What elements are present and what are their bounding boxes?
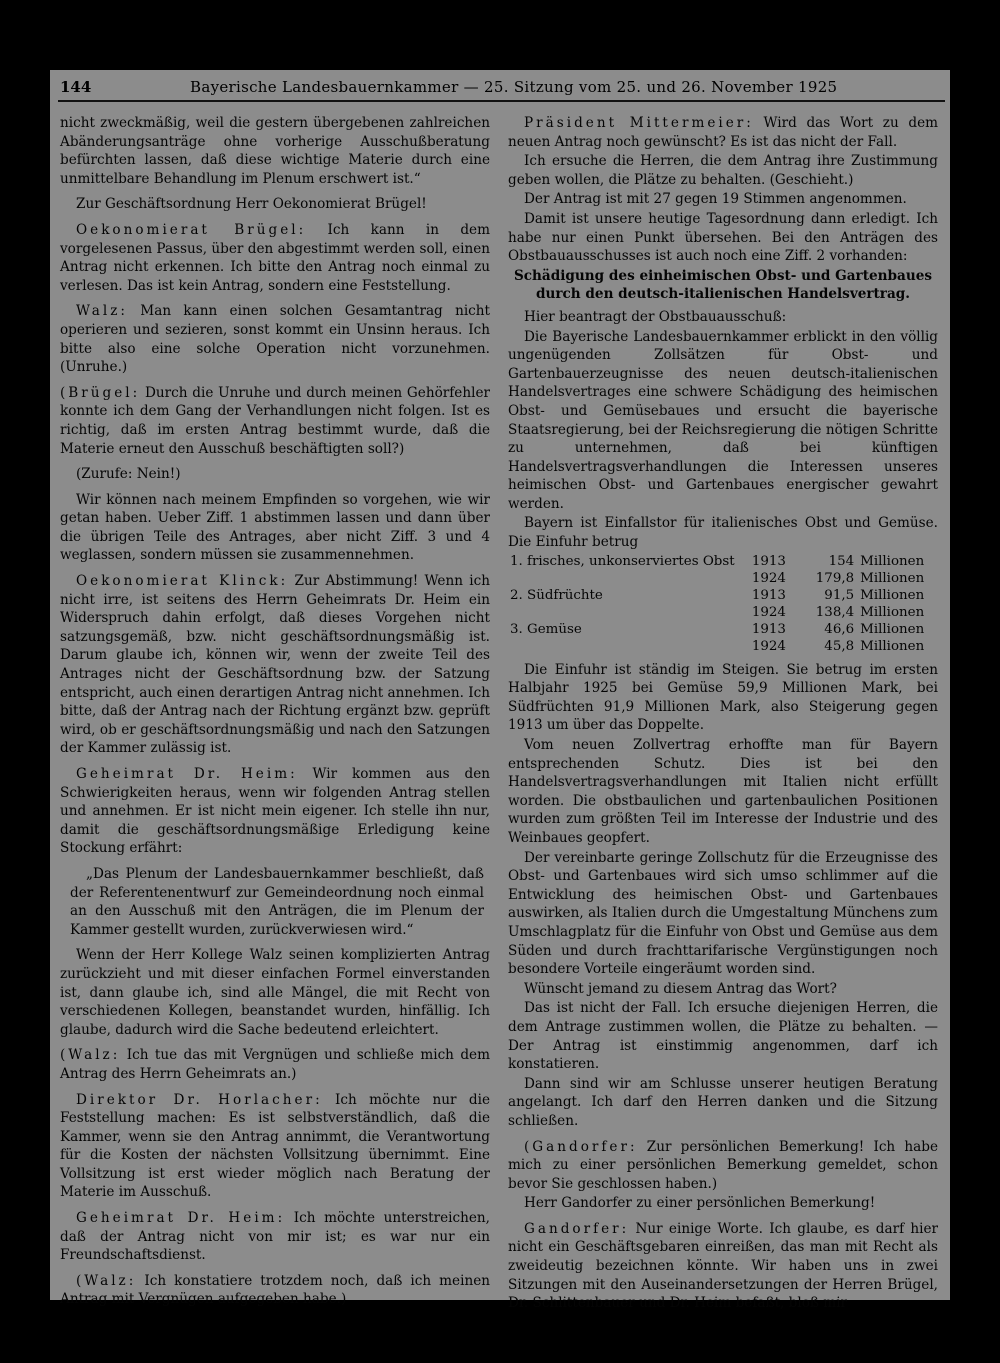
speaker-name: (Brügel: [60, 384, 141, 401]
paragraph-text: Vom neuen Zollvertrag erhoffte man für Bayern entsprechenden Schutz. Dies ist bei den Handelsvertragsverhandlungen mit Italien nicht erfüllt worden. Die obstbaulichen und gartenbaulichen Positionen wurden zum größten Teil im Interesse der Industrie und des Weinbaues geopfert. [508, 737, 938, 846]
speaker-name: Walz: [76, 303, 128, 320]
paragraph-text: Ich möchte nur die Feststellung machen: Es ist selbstverständlich, daß die Kammer, wenn sie den Antrag annimmt, die Verantwortung für die Kosten der nächsten Vollsitzung übernimmt. Eine Vollsitzung ist erst wieder möglich nach Beratung der Materie im Ausschuß. [60, 1091, 490, 1201]
paragraph-text: Die Einfuhr ist ständig im Steigen. Sie betrug im ersten Halbjahr 1925 bei Gemüse 59,9 Millionen Mark, bei Südfrüchten 91,9 Millionen Mark, also Steigerung gegen 1913 um über das Doppelte. [508, 661, 938, 734]
paragraph-text: Der Antrag ist mit 27 gegen 19 Stimmen angenommen. [524, 191, 907, 208]
paragraph [60, 114, 490, 188]
import-table [510, 553, 930, 655]
import-unit: Millionen [860, 638, 925, 654]
page-number: 144 [60, 78, 92, 96]
paragraph [60, 946, 490, 1039]
import-product [510, 604, 752, 621]
paragraph-text: Hier beantragt der Obstbauausschuß: [524, 308, 787, 325]
paragraph-text: Wird das Wort zu dem neuen Antrag noch gewünscht? Es ist das nicht der Fall. [508, 115, 939, 150]
speaker-name: (Gandorfer: [524, 1138, 638, 1155]
paragraph-text: Wir kommen aus den Schwierigkeiten heraus, wenn wir folgenden Antrag stellen und annehmen. Er ist nicht mein eigener. Ich stelle ihn nur, damit die geschäftsordnungsmäßige Erledigung keine Stockung erfährt: [60, 766, 491, 857]
import-year: 1913 [751, 621, 786, 637]
paragraph [508, 114, 938, 151]
right-column [508, 114, 938, 1320]
paragraph-text: Wünscht jemand zu diesem Antrag das Wort? [524, 980, 837, 997]
import-year: 1913 [751, 553, 786, 569]
paragraph [508, 308, 938, 327]
paragraph-text: Dann sind wir am Schlusse unserer heutigen Beratung angelangt. Ich darf den Herren danken und die Sitzung schließen. [508, 1075, 938, 1129]
paragraph-text: Der vereinbarte geringe Zollschutz für die Erzeugnisse des Obst- und Gartenbaues wird sich umso schlimmer auf die Entwicklung des heimischen Obst- und Gartenbaues auswirken, als Italien durch die Umgestaltung Münchens zum Umschlagplatz für die Einfuhr von Obst und Gemüse aus dem Süden und durch frachttarifarische Vergünstigungen noch besondere Vorteile eingeräumt worden sind. [508, 849, 938, 978]
paragraph-text: Bayern ist Einfallstor für italienisches Obst und Gemüse. Die Einfuhr betrug [508, 515, 938, 551]
speaker-name: Gandorfer: [524, 1220, 630, 1237]
paragraph [60, 195, 490, 214]
paragraph [60, 384, 490, 458]
paragraph-text: Wenn der Herr Kollege Walz seinen komplizierten Antrag zurückzieht und mit dieser einfachen Formel einverstanden ist, dann glaube ich, sind alle Mängel, die mit Recht von verschiedenen Kollegen, beanstandet wurden, hinfällig. Ich glaube, dadurch wird die Sache bedeutend erleichtert. [60, 947, 490, 1038]
paragraph-text: (Zurufe: Nein!) [76, 466, 181, 483]
paragraph [508, 661, 938, 735]
paragraph [508, 1138, 938, 1194]
paragraph-text: Ich tue das mit Vergnügen und schließe mich dem Antrag des Herrn Geheimrats an.) [60, 1047, 490, 1082]
import-unit: Millionen [860, 587, 925, 603]
import-unit: Millionen [860, 604, 925, 620]
paragraph [60, 1046, 490, 1083]
table-row [510, 587, 930, 604]
import-unit: Millionen [860, 621, 925, 637]
left-column [60, 114, 490, 1316]
import-year: 1924 [751, 604, 786, 620]
running-title: Bayerische Landesbauernkammer — 25. Sitzung vom 25. und 26. November 1925 [190, 78, 838, 96]
table-row [510, 621, 930, 638]
paragraph [508, 1075, 938, 1131]
paragraph-text: Durch die Unruhe und durch meinen Gehörfehler konnte ich dem Gang der Verhandlungen nicht folgen. Ist es richtig, daß im ersten Antrag bestimmt wurde, daß die Materie erneut den Ausschuß beschäftigten soll?) [60, 384, 490, 457]
paragraph-text: Zur persönlichen Bemerkung! Ich habe mich zu einer persönlichen Bemerkung gemeldet, schon bevor Sie geschlossen haben.) [508, 1138, 938, 1192]
speaker-name: (Walz: [60, 1047, 121, 1064]
right-column-bottom [508, 661, 938, 1313]
paragraph [60, 302, 490, 376]
speaker-name: Geheimrat Dr. Heim: [76, 766, 298, 782]
paragraph-text: Damit ist unsere heutige Tagesordnung dann erledigt. Ich habe nur einen Punkt übersehen. Bei den Anträgen des Obstbauausschusses ist auch noch eine Ziff. 2 vorhanden: [508, 210, 938, 265]
import-year: 1913 [751, 587, 786, 603]
paragraph [508, 1194, 938, 1213]
table-row [510, 604, 930, 621]
paragraph [60, 1209, 490, 1265]
import-unit: Millionen [860, 570, 925, 586]
paragraph [508, 210, 938, 266]
speaker-name: (Walz: [76, 1272, 137, 1289]
paragraph [60, 572, 490, 758]
paragraph [508, 980, 938, 999]
right-column-mid [508, 308, 938, 552]
header-rule [58, 100, 945, 102]
import-value: 45,8 [824, 638, 855, 654]
paragraph-text: Ich kann in dem vorgelesenen Passus, über den abgestimmt werden soll, einen Antrag nicht erkennen. Ich bitte den Antrag noch einmal zu verlesen. Das ist kein Antrag, sondern eine Feststellung. [60, 221, 490, 294]
paragraph [508, 1220, 938, 1313]
paragraph [60, 491, 490, 565]
import-year: 1924 [751, 570, 786, 586]
import-value: 179,8 [815, 570, 855, 586]
import-product: 3. Gemüse [510, 621, 582, 637]
paragraph-text: „Das Plenum der Landesbauernkammer beschließt, daß der Referentenentwurf zur Gemeindeordnung noch einmal an den Ausschuß mit den Anträgen, die im Plenum der Kammer gestellt wurden, zurückverwiesen wird.“ [70, 865, 484, 938]
paragraph [508, 190, 938, 209]
paragraph [508, 514, 938, 551]
import-value: 91,5 [824, 587, 855, 603]
speaker-name: Geheimrat Dr. Heim: [76, 1210, 286, 1227]
paragraph-text: Ich konstatiere trotzdem noch, daß ich meinen Antrag mit Vergnügen aufgegeben habe.) [60, 1272, 490, 1308]
speaker-name: Oekonomierat Klinck: [76, 573, 289, 590]
import-value: 154 [828, 553, 855, 569]
right-column-top [508, 114, 938, 266]
import-year: 1924 [751, 638, 786, 654]
import-unit: Millionen [860, 553, 925, 569]
paragraph-text: Man kann einen solchen Gesamtantrag nicht operieren und sezieren, sonst kommt ein Unsinn heraus. Ich bitte also eine solche Operation nicht vorzunehmen. (Unruhe.) [60, 303, 490, 376]
paragraph-text: nicht zweckmäßig, weil die gestern übergebenen zahlreichen Abänderungsanträge ohne vorherige Ausschußberatung befürchten lassen, daß diese wichtige Materie durch eine unmittelbare Behandlung im Plenum erschwert ist.“ [60, 115, 490, 187]
paragraph [508, 999, 938, 1073]
table-row [510, 570, 930, 587]
paragraph [70, 865, 484, 939]
import-value: 138,4 [815, 604, 855, 620]
paragraph-text: Wir können nach meinem Empfinden so vorgehen, wie wir getan haben. Ueber Ziff. 1 abstimmen lassen und dann über die übrigen Teile des Antrages, aber nicht Ziff. 3 und 4 weglassen, sondern müssen sie zusammennehmen. [60, 491, 490, 564]
paragraph [60, 1091, 490, 1203]
section-heading: Schädigung des einheimischen Obst- und Gartenbaues durch den deutsch-italienischen Handelsvertrag. [513, 267, 933, 303]
paragraph [60, 221, 490, 295]
import-product: 1. frisches, unkonserviertes Obst [510, 553, 735, 569]
paragraph [60, 765, 490, 858]
paragraph [508, 849, 938, 979]
running-header [60, 76, 945, 98]
paragraph-text: Nur einige Worte. Ich glaube, es darf hier nicht ein Geschäftsgebaren einreißen, das man mit Recht als zweideutig bezeichnen könnte. Wir haben uns in zwei Sitzungen mit den Auseinandersetzungen der Herren Brügel, Dr. Schlittenbauer und Dr. Heim befaßt, bloß mir [508, 1220, 938, 1312]
speaker-name: Oekonomierat Brügel: [76, 221, 307, 238]
paragraph-text: Zur Geschäftsordnung Herr Oekonomierat Brügel! [76, 196, 427, 213]
paragraph-text: Herr Gandorfer zu einer persönlichen Bemerkung! [524, 1195, 876, 1212]
import-product [510, 638, 752, 655]
import-product [510, 570, 752, 587]
speaker-name: Präsident Mittermeier: [524, 115, 754, 131]
paragraph [60, 1272, 490, 1309]
paragraph [508, 736, 938, 848]
paragraph [508, 328, 938, 514]
paragraph-text: Die Bayerische Landesbauernkammer erblickt in den völlig ungenügenden Zollsätzen für Obst- und Gartenbauerzeugnisse des neuen deutsch-italienischen Handelsvertrages eine schwere Schädigung des heimischen Obst- und Gemüsebaues und ersucht die bayerische Staatsregierung, bei der Reichsregierung die nötigen Schritte zu unternehmen, daß bei künftigen Handelsvertragsverhandlungen die Interessen unseres heimischen Obst- und Gartenbaues energischer gewahrt werden. [508, 328, 938, 512]
paragraph [60, 465, 490, 484]
table-row [510, 553, 930, 570]
paragraph-text: Ich möchte unterstreichen, daß der Antrag nicht von mir ist; es war nur ein Freundschaftsdienst. [60, 1210, 490, 1264]
import-product: 2. Südfrüchte [510, 587, 603, 603]
import-value: 46,6 [824, 621, 855, 637]
paragraph-text: Zur Abstimmung! Wenn ich nicht irre, ist seitens des Herrn Geheimrats Dr. Heim ein Widerspruch dahin erfolgt, daß dieses Vorgehen nicht satzungsgemäß, bzw. nicht geschäftsordnungsmäßig ist. Darum glaube ich, können wir, wenn der zweite Teil des Antrages nicht der Geschäftsordnung bzw. der Satzung entspricht, auch einen derartigen Antrag nicht annehmen. Ich bitte, daß der Antrag nach der Richtung ergänzt bzw. geprüft wird, ob er geschäftsordnungsmäßig und nach den Satzungen der Kammer zulässig ist. [60, 573, 490, 757]
paragraph [508, 152, 938, 189]
speaker-name: Direktor Dr. Horlacher: [76, 1091, 323, 1108]
paragraph-text: Das ist nicht der Fall. Ich ersuche diejenigen Herren, die dem Antrage zustimmen wollen, die Plätze zu behalten. — Der Antrag ist einstimmig angenommen, darf ich konstatieren. [508, 1000, 938, 1073]
paragraph-text: Ich ersuche die Herren, die dem Antrag ihre Zustimmung geben wollen, die Plätze zu behalten. (Geschieht.) [508, 153, 938, 188]
table-row [510, 638, 930, 655]
